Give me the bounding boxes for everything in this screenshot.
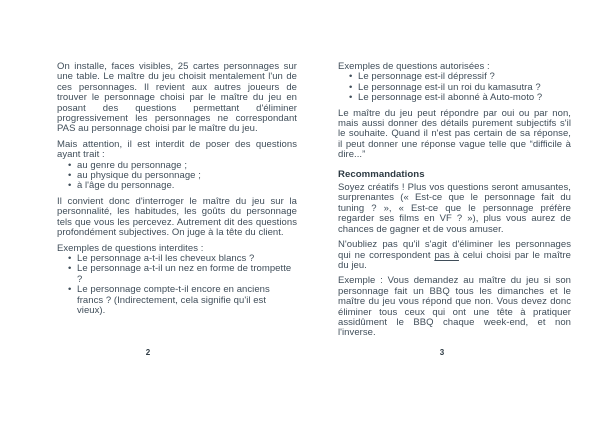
list-item-text: Le personnage a-t-il les cheveux blancs ? bbox=[77, 252, 255, 264]
page-number-left: 2 bbox=[145, 348, 151, 357]
list-item bbox=[68, 264, 297, 285]
reminder-paragraph bbox=[338, 240, 571, 271]
list-item-text: Le personnage est-il abonné à Auto-moto ? bbox=[358, 92, 543, 104]
allowed-examples-title: Exemples de questions autorisées : bbox=[338, 61, 490, 72]
forbidden-topics-list bbox=[57, 161, 297, 192]
list-item-text: Le personnage est-il dépressif ? bbox=[358, 71, 495, 83]
bullet-icon: • bbox=[68, 180, 72, 192]
list-item bbox=[68, 285, 297, 316]
list-item-text: Le personnage compte-t-il encore en anciens francs ? (Indirectement, cela signifie qu'il est vieux). bbox=[77, 284, 270, 316]
bullet-icon: • bbox=[68, 263, 72, 275]
creative-paragraph: Soyez créatifs ! Plus vos questions seront amusantes, surprenantes (« Est-ce que le personnage fait du tuning ? », « Est-ce que le personnage préfère regarder ses films en VF ? »), plus vous aurez de chances de gagner et de vous amuser. bbox=[338, 182, 571, 235]
forbidden-examples-title: Exemples de questions interdites : bbox=[57, 242, 204, 254]
recommendations-heading: Recommandations bbox=[338, 168, 425, 180]
page-number-right: 3 bbox=[439, 348, 445, 357]
bullet-icon: • bbox=[349, 92, 353, 104]
bullet-icon: • bbox=[68, 159, 72, 171]
bullet-icon: • bbox=[68, 170, 72, 182]
allowed-examples-list bbox=[338, 72, 571, 103]
bullet-icon: • bbox=[349, 71, 353, 83]
reminder-text-before: N'oubliez pas qu'il s'agit d'éliminer les personnages qui ne correspondent bbox=[338, 239, 571, 261]
bullet-icon: • bbox=[68, 284, 72, 296]
list-item-text: au physique du personnage ; bbox=[77, 170, 201, 182]
list-item-text: Le personnage a-t-il un nez en forme de trompette ? bbox=[77, 263, 292, 285]
reminder-text-after: celui choisi par le maître du jeu. bbox=[338, 249, 571, 271]
forbidden-examples-list bbox=[57, 254, 297, 316]
bullet-icon: • bbox=[68, 252, 72, 264]
bullet-icon: • bbox=[349, 81, 353, 93]
setup-paragraph: On installe, faces visibles, 25 cartes personnages sur une table. Le maître du jeu choisit mentalement l'un de ces personnages. Il revient aux autres joueurs de trouver le personnage choisi par le maître du jeu en posant des questions permettant d'éliminer progressivement les personnages ne correspondant PAS au personnage choisi par le maître du jeu. bbox=[57, 61, 297, 135]
answer-paragraph: Le maître du jeu peut répondre par oui ou par non, mais aussi donner des détails purement subjectifs s'il le souhaite. Quand il n'est pas certain de sa réponse, il peut donner une réponse vague telle que “difficile à dire...” bbox=[338, 107, 571, 161]
list-item-text: au genre du personnage ; bbox=[77, 159, 188, 171]
example-paragraph: Exemple : Vous demandez au maître du jeu si son personnage fait un BBQ tous les dimanches et le maître du jeu vous répond que non. Vous devez donc éliminer tous ceux qui ont une tête à pratiquer assidûment le BBQ chaque week-end, et non l'inverse. bbox=[338, 275, 571, 339]
underlined-text: pas à bbox=[434, 249, 459, 261]
page-right bbox=[338, 62, 571, 344]
page-left bbox=[57, 62, 297, 321]
subjective-questions-paragraph: Il convient donc d'interroger le maître du jeu sur la personnalité, les habitudes, les goûts du personnage tels que vous les percevez. Autrement dit des questions profondément subjectives. On juge à la tête du client. bbox=[57, 195, 297, 239]
forbidden-topics-intro: Mais attention, il est interdit de poser des questions ayant trait : bbox=[57, 138, 297, 161]
list-item bbox=[68, 181, 297, 191]
list-item-text: à l'âge du personnage. bbox=[77, 180, 175, 192]
list-item-text: Le personnage est-il un roi du kamasutra ? bbox=[358, 81, 541, 93]
list-item bbox=[349, 93, 571, 103]
